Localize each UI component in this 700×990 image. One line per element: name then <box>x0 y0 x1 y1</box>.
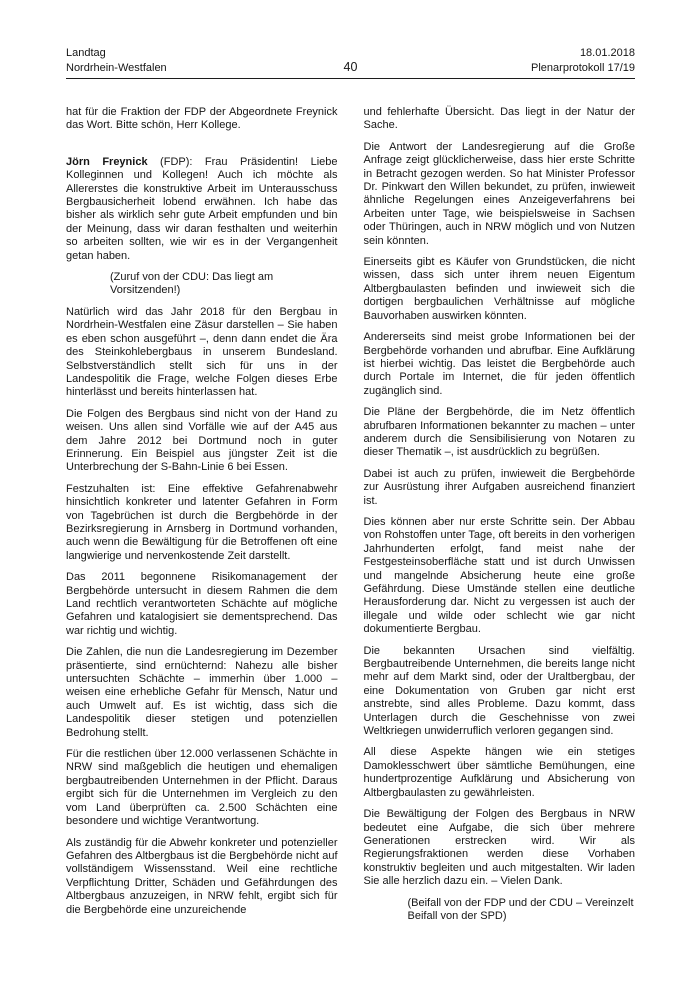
paragraph: All diese Aspekte hängen wie ein stetiges Damoklesschwert über sämtliche Bemühungen, eine hundertprozentige Aufklärung und Absicherung von Altbergbaulasten zu gewährleisten. <box>363 746 635 799</box>
page-number: 40 <box>343 60 358 74</box>
text-body <box>66 106 635 931</box>
header-institution-line1: Landtag <box>66 47 106 59</box>
paragraph: Festzuhalten ist: Eine effektive Gefahrenabwehr hinsichtlich konkreter und latenter Gefahren in Form von Tagebrüchen ist durch die Bergbehörde in der Bezirksregierung in Arnsberg in Dortmund vorhanden, auch wenn die Bewältigung für die Betroffenen oft eine langwierige und nervenkostende Zeit darstellt. <box>66 482 338 562</box>
speech-opening-paragraph: Jörn Freynick (FDP): Frau Präsidentin! Liebe Kolleginnen und Kollegen! Auch ich möchte als Allererstes die konstruktive Arbeit im Unterausschuss Bergbausicherheit lobend erwähnen. Ich habe das bisher als wirklich sehr gute Arbeit empfunden und bin der Meinung, dass wir daran festhalten und weiterhin so arbeiten sollten, wie wir es in der Vergangenheit getan haben. <box>66 155 338 262</box>
paragraph: und fehlerhafte Übersicht. Das liegt in der Natur der Sache. <box>363 106 635 132</box>
paragraph: Andererseits sind meist grobe Informationen bei der Bergbehörde vorhanden und abrufbar. Eine Aufklärung ist hierbei wichtig. Das leistet die Bergbehörde auch durch Portale im Internet, die für jeden öffentlich zugänglich sind. <box>363 331 635 397</box>
paragraph: Die Antwort der Landesregierung auf die Große Anfrage zeigt glücklicherweise, dass hier erste Schritte in Betracht gezogen werden. So hat Minister Professor Dr. Pinkwart den Willen bekundet, zu prüfen, inwieweit ähnliche Regelungen eines Anzeigeverfahrens bei Arbeiten unter Tage, wie beispielsweise in Sachsen oder Thüringen, auch in NRW möglich und von Nutzen sein könnten. <box>363 140 635 247</box>
interjection-paragraph: (Beifall von der FDP und der CDU – Vereinzelt Beifall von der SPD) <box>407 896 634 922</box>
paragraph: Die Folgen des Bergbaus sind nicht von der Hand zu weisen. Uns allen sind Vorfälle wie auf der A45 aus dem Jahre 2012 bei Dortmund noch in guter Erinnerung. Ein Beispiel aus jüngster Zeit ist die Unterbrechung der S-Bahn-Linie 6 bei Essen. <box>66 407 338 474</box>
paragraph: Dabei ist auch zu prüfen, inwieweit die Bergbehörde zur Ausrüstung ihrer Aufgaben ausreichend finanziert ist. <box>363 467 635 507</box>
paragraph: Die Zahlen, die nun die Landesregierung im Dezember präsentierte, sind ernüchternd: Nahezu alle bisher untersuchten Schächte – immerhin über 1.000 – weisen eine erhebliche Gefahr für Mensch, Natur und auch Umwelt auf. Es ist wichtig, dass sich die Landespolitik dieser stetigen und potenziellen Bedrohung stellt. <box>66 646 338 739</box>
paragraph: Die bekannten Ursachen sind vielfältig. Bergbautreibende Unternehmen, die bereits lange nicht mehr auf dem Markt sind, oder der Uraltbergbau, der eine Dokumentation von Gruben gar nicht erst anstrebte, sind alles Probleme. Dazu kommt, dass Unterlagen durch die Geschehnisse von zwei Weltkriegen unwiderruflich verloren gegangen sind. <box>363 644 635 738</box>
interjection-paragraph: (Zuruf von der CDU: Das liegt am Vorsitzenden!) <box>110 271 274 297</box>
paragraph: Das 2011 begonnene Risikomanagement der Bergbehörde untersucht in diesem Rahmen die dem Land rechtlich verantworteten Schächte auf mögliche Gefahren und katalogisiert sie dementsprechend. Das war richtig und wichtig. <box>66 571 338 637</box>
paragraph: Einerseits gibt es Käufer von Grundstücken, die nicht wissen, dass sich unter ihrem neuen Eigentum Altbergbaulasten befinden und inwieweit sich die dortigen bergbaulichen Verhältnisse auf mögliche Bauvorhaben auswirken könnten. <box>363 256 635 322</box>
header-date: 18.01.2018 <box>579 47 635 59</box>
paragraph: Die Bewältigung der Folgen des Bergbaus in NRW bedeutet eine Aufgabe, die sich über mehrere Generationen erstrecken wird. Wir als Regierungsfraktionen werden diese Vorhaben konstruktiv begleiten und auch mitgestalten. Wir laden Sie alle herzlich dazu ein. – Vielen Dank. <box>363 808 635 888</box>
right-column <box>364 106 636 931</box>
header-divider <box>66 78 635 79</box>
header-protocol-number: Plenarprotokoll 17/19 <box>531 61 635 74</box>
page-header <box>66 46 635 75</box>
header-institution <box>66 46 344 75</box>
paragraph: Die Pläne der Bergbehörde, die im Netz öffentlich abrufbaren Informationen bekannter zu machen – unter anderem durch die Sensibilisierung von Notaren zu dieser Thematik –, ist ausdrücklich zu begrüßen. <box>363 406 635 459</box>
paragraph: Dies können aber nur erste Schritte sein. Der Abbau von Rohstoffen unter Tage, oft bereits in den vorherigen Jahrhunderten erfolgt, fand meist nahe der Festgesteinsoberfläche statt und ist durch Unwissen und mangelnde Absicherung heute eine große Gefährdung. Diese Umstände stellen eine deutliche Herausforderung dar. Nicht zu vergessen ist auch der illegale und wilde oder schlecht wie gar nicht dokumentierte Bergbau. <box>363 515 635 636</box>
paragraph: hat für die Fraktion der FDP der Abgeordnete Freynick das Wort. Bitte schön, Herr Kollege. <box>66 106 338 132</box>
paragraph: Als zuständig für die Abwehr konkreter und potenzieller Gefahren des Altbergbaus ist die Bergbehörde nicht auf vollständigem Wissensstand. Weil eine rechtliche Verpflichtung Dritter, Schäden und Gefährdungen des Altbergbaus anzuzeigen, in NRW fehlt, ergibt sich für die Bergbehörde eine unzureichende <box>66 836 338 916</box>
header-institution-line2: Nordrhein-Westfalen <box>66 61 167 74</box>
speaker-name: Jörn Freynick <box>66 155 148 168</box>
header-document-info <box>357 46 635 75</box>
paragraph: Für die restlichen über 12.000 verlassenen Schächte in NRW sind maßgeblich die heutigen und ehemaligen bergbautreibenden Unternehmen in der Pflicht. Daraus ergibt sich für die Unternehmen im Vergleich zu den vom Land überprüften ca. 2.500 Schächten eine besondere und wichtige Verantwortung. <box>66 748 338 828</box>
left-column <box>66 106 338 931</box>
paragraph: Natürlich wird das Jahr 2018 für den Bergbau in Nordrhein-Westfalen eine Zäsur darstellen – Sie haben es eben schon ausgeführt –, denn dann endet die Ära des Steinkohlebergbaus in unserem Bundesland. Selbstverständlich stellt sich für uns in der Landespolitik die Frage, welche Folgen dieses Erbe hinterlässt und bereits hinterlassen hat. <box>66 305 338 399</box>
